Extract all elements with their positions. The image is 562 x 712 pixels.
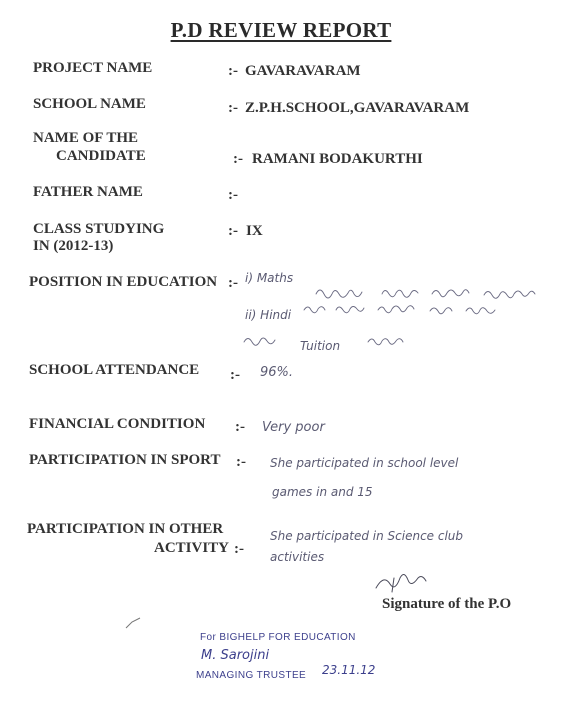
father-name-separator: :- xyxy=(228,187,238,203)
class-studying-label-line1: CLASS STUDYING xyxy=(33,221,165,237)
financial-condition-value: Very poor xyxy=(262,420,325,435)
telugu-handwriting-scribble xyxy=(240,282,562,352)
participation-other-line2: activities xyxy=(270,550,325,564)
school-name-separator: :- xyxy=(228,100,238,116)
school-name-value: Z.P.H.SCHOOL,GAVARAVARAM xyxy=(245,100,470,116)
position-in-education-label: POSITION IN EDUCATION xyxy=(29,274,218,290)
pen-mark xyxy=(124,616,144,630)
candidate-name-value: RAMANI BODAKURTHI xyxy=(252,151,423,167)
participation-sport-label: PARTICIPATION IN SPORT xyxy=(29,452,221,468)
school-attendance-separator: :- xyxy=(230,367,240,383)
position-in-education-line1: i) Maths xyxy=(245,271,294,285)
financial-condition-label: FINANCIAL CONDITION xyxy=(29,416,206,432)
position-in-education-line3: Tuition xyxy=(300,339,341,353)
project-name-value: GAVARAVARAM xyxy=(245,63,361,79)
stamp-date: 23.11.12 xyxy=(322,663,376,677)
position-in-education-separator: :- xyxy=(228,275,238,291)
participation-sport-separator: :- xyxy=(236,454,246,470)
position-in-education-line2: ii) Hindi xyxy=(245,308,292,322)
stamp-organization: For BIGHELP FOR EDUCATION xyxy=(200,632,356,643)
school-attendance-value: 96%. xyxy=(260,365,294,380)
po-signature-mark xyxy=(372,572,432,596)
participation-other-line1: She participated in Science club xyxy=(270,529,464,543)
father-name-label: FATHER NAME xyxy=(33,184,143,200)
candidate-name-label-line2: CANDIDATE xyxy=(56,148,146,164)
signature-label: Signature of the P.O xyxy=(382,596,512,612)
report-title: P.D REVIEW REPORT xyxy=(170,18,392,42)
school-attendance-label: SCHOOL ATTENDANCE xyxy=(29,362,200,378)
candidate-name-label-line1: NAME OF THE xyxy=(33,130,139,146)
participation-other-label-line2: ACTIVITY xyxy=(154,540,230,556)
participation-sport-line2: games in and 15 xyxy=(272,485,373,499)
school-name-label: SCHOOL NAME xyxy=(33,96,146,112)
class-studying-value: IX xyxy=(246,223,263,239)
financial-condition-separator: :- xyxy=(235,419,245,435)
participation-other-label-line1: PARTICIPATION IN OTHER xyxy=(27,521,224,537)
participation-sport-line1: She participated in school level xyxy=(270,456,459,470)
participation-other-separator: :- xyxy=(234,541,244,557)
class-studying-label-line2: IN (2012-13) xyxy=(33,238,114,254)
stamp-signatory-name: M. Sarojini xyxy=(201,648,270,663)
candidate-name-separator: :- xyxy=(233,151,243,167)
class-studying-separator: :- xyxy=(228,223,238,239)
stamp-designation: MANAGING TRUSTEE xyxy=(196,670,307,681)
project-name-separator: :- xyxy=(228,63,238,79)
project-name-label: PROJECT NAME xyxy=(33,60,153,76)
